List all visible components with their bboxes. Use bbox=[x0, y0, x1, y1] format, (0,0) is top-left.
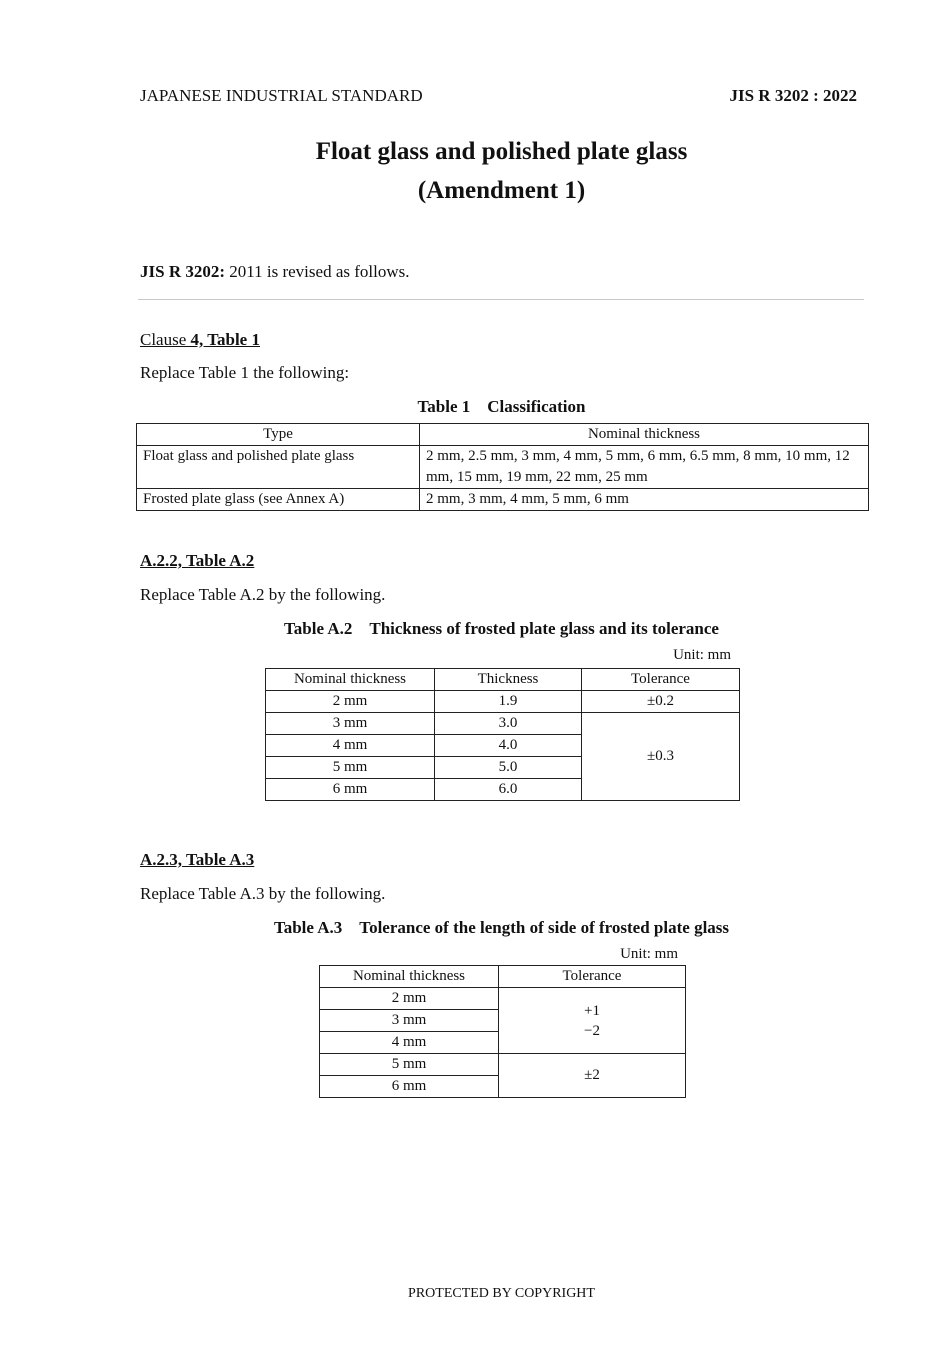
thickness-cell: 6.0 bbox=[435, 779, 582, 801]
nominal-cell: 5 mm bbox=[266, 757, 435, 779]
revision-text: 2011 is revised as follows. bbox=[225, 262, 410, 281]
revision-statement bbox=[140, 262, 409, 282]
clause-ref: 4, Table 1 bbox=[190, 330, 260, 349]
header-standard-name: JAPANESE INDUSTRIAL STANDARD bbox=[140, 86, 423, 105]
document-title: Float glass and polished plate glass bbox=[315, 138, 688, 165]
thickness-cell: 5.0 bbox=[435, 757, 582, 779]
document-subtitle: (Amendment 1) bbox=[417, 177, 586, 204]
standard-code: JIS R 3202: bbox=[140, 262, 226, 281]
tolerance-minus: −2 bbox=[584, 1022, 600, 1039]
header-thickness: Thickness bbox=[435, 669, 582, 691]
table-header-row bbox=[320, 966, 686, 988]
nominal-cell: 3 mm bbox=[320, 1010, 499, 1032]
nominal-cell: 2 mm bbox=[320, 988, 499, 1010]
header-type: Type bbox=[137, 424, 420, 446]
table-row bbox=[320, 988, 686, 1010]
instruction-table-1: Replace Table 1 the following: bbox=[140, 363, 350, 382]
instruction-table-a3: Replace Table A.3 by the following. bbox=[140, 884, 386, 903]
nominal-cell: 4 mm bbox=[266, 735, 435, 757]
nominal-cell: 6 mm bbox=[266, 779, 435, 801]
clause-heading-a22: A.2.2, Table A.2 bbox=[140, 551, 255, 570]
thickness-cell: 2 mm, 3 mm, 4 mm, 5 mm, 6 mm bbox=[420, 489, 869, 511]
table-header-row bbox=[137, 424, 869, 446]
header-nominal-thickness: Nominal thickness bbox=[320, 966, 499, 988]
clause-heading-4 bbox=[140, 330, 260, 350]
table-1-classification bbox=[136, 423, 869, 511]
nominal-cell: 3 mm bbox=[266, 713, 435, 735]
table-a3-length-tolerance bbox=[319, 965, 686, 1098]
tolerance-plus: +1 bbox=[584, 1002, 600, 1019]
tolerance-cell: ±0.2 bbox=[582, 691, 740, 713]
header-standard-code: JIS R 3202 : 2022 bbox=[729, 86, 857, 105]
copyright-footer: PROTECTED BY COPYRIGHT bbox=[408, 1286, 595, 1301]
clause-heading-a23: A.2.3, Table A.3 bbox=[140, 850, 255, 869]
table-1-caption: Table 1 Classification bbox=[417, 397, 586, 416]
nominal-cell: 4 mm bbox=[320, 1032, 499, 1054]
table-header-row bbox=[266, 669, 740, 691]
table-a3-unit: Unit: mm bbox=[620, 946, 678, 962]
clause-prefix: Clause bbox=[140, 330, 191, 349]
header-nominal-thickness: Nominal thickness bbox=[266, 669, 435, 691]
table-row bbox=[266, 713, 740, 735]
thickness-cell: 1.9 bbox=[435, 691, 582, 713]
table-a2-caption: Table A.2 Thickness of frosted plate glass and its tolerance bbox=[284, 619, 719, 638]
header-nominal-thickness: Nominal thickness bbox=[420, 424, 869, 446]
table-a2-unit: Unit: mm bbox=[673, 647, 731, 663]
table-row bbox=[266, 691, 740, 713]
header-tolerance: Tolerance bbox=[499, 966, 686, 988]
nominal-cell: 2 mm bbox=[266, 691, 435, 713]
table-a2-thickness bbox=[265, 668, 740, 801]
tolerance-merged-cell: ±0.3 bbox=[582, 713, 740, 801]
type-cell: Frosted plate glass (see Annex A) bbox=[137, 489, 420, 511]
nominal-cell: 5 mm bbox=[320, 1054, 499, 1076]
thickness-cell: 3.0 bbox=[435, 713, 582, 735]
table-row bbox=[137, 489, 869, 511]
table-row bbox=[320, 1054, 686, 1076]
instruction-table-a2: Replace Table A.2 by the following. bbox=[140, 585, 386, 604]
tolerance-group-2: ±2 bbox=[499, 1054, 686, 1098]
thickness-cell: 4.0 bbox=[435, 735, 582, 757]
table-a3-caption: Table A.3 Tolerance of the length of side of frosted plate glass bbox=[273, 918, 730, 937]
tolerance-group-1 bbox=[499, 988, 686, 1054]
header-tolerance: Tolerance bbox=[582, 669, 740, 691]
divider bbox=[138, 299, 864, 300]
type-cell: Float glass and polished plate glass bbox=[137, 446, 420, 489]
table-row bbox=[137, 446, 869, 489]
nominal-cell: 6 mm bbox=[320, 1076, 499, 1098]
thickness-cell: 2 mm, 2.5 mm, 3 mm, 4 mm, 5 mm, 6 mm, 6.5 mm, 8 mm, 10 mm, 12 mm, 15 mm, 19 mm, 22 mm, 25 mm bbox=[420, 446, 869, 489]
